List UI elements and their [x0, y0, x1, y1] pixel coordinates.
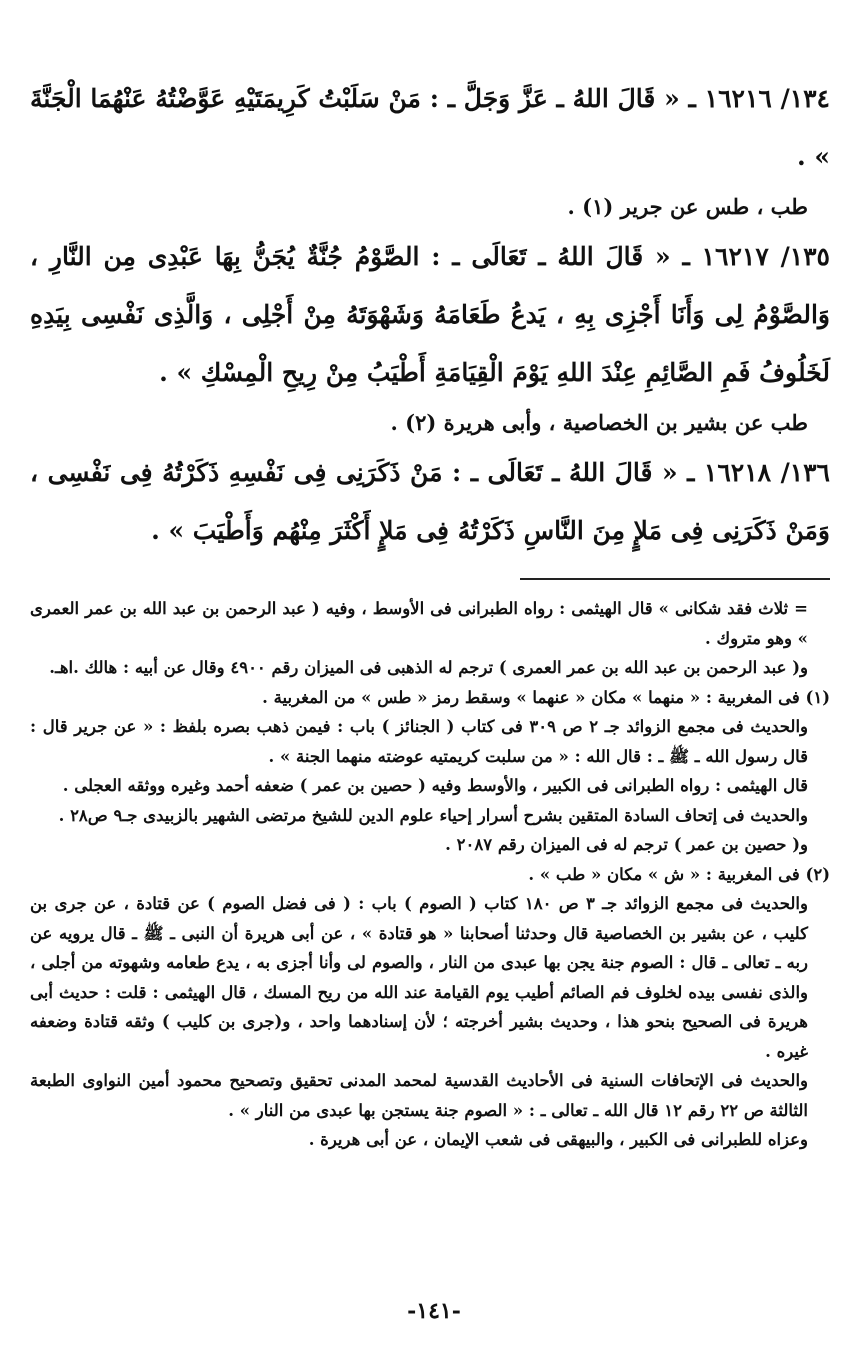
page-body — [30, 70, 830, 1155]
footnote-line: والحديث فى مجمع الزوائد جـ ٣ ص ١٨٠ كتاب ( الصوم ) باب : ( فى فضل الصوم ) عن قتادة ، عن جرى بن كليب ، عن بشير بن الخصاصية قال وحدثنا أصحابنا « هو قتادة » ، عن أبى هريرة أن النبى ـ ﷺ ـ قال يرويه عن ربه ـ تعالى ـ قال : الصوم جنة يجن بها عبدى من النار ، والصوم لى وأنا أجزى به ، يدع طعامه وشهوته من أجلى ، والذى نفسى بيده لخلوف فم الصائم أطيب يوم القيامة عند الله من ريح المسك ، قال الهيثمى : قلت : حديث أبى هريرة فى الصحيح بنحو هذا ، وحديث بشير أخرجته ؛ لأن إسنادهما واحد ، و(جرى بن كليب ) وثقه قتادة وضعفه غيره . — [30, 894, 808, 1061]
hadith-135: ١٣٥/ ١٦٢١٧ ـ « قَالَ اللهُ ـ تَعَالَى ـ : الصَّوْمُ جُنَّةٌ يُجَنُّ بِهَا عَبْدِى مِن النَّارِ ، وَالصَّوْمُ لِى وَأَنَا أَجْزِى بِهِ ، يَدعُ طَعَامَهُ وَشَهْوَتَهُ مِنْ أَجْلِى ، وَالَّذِى نَفْسِى بِيَدِهِ لَخَلُوفُ فَمِ الصَّائِمِ عِنْدَ اللهِ يَوْمَ الْقِيَامَةِ أَطْيَبُ مِنْ رِيحِ الْمِسْكِ » . — [30, 242, 830, 387]
footnote-line: وعزاه للطبرانى فى الكبير ، والبيهقى فى شعب الإيمان ، عن أبى هريرة . — [308, 1130, 808, 1149]
hadith-section — [30, 70, 830, 560]
footnote-2: (٢) فى المغربية : « ش » مكان « طب » . — [528, 864, 830, 884]
hadith-135-source: طب عن بشير بن الخصاصية ، وأبى هريرة (٢) . — [390, 410, 808, 435]
footnote-1: (١) فى المغربية : « منهما » مكان « عنهما » وسقط رمز « طس » من المغربية . — [262, 687, 830, 707]
footnotes — [30, 594, 830, 1155]
hadith-134-source: طب ، طس عن جرير (١) . — [567, 194, 808, 219]
hadith-136: ١٣٦/ ١٦٢١٨ ـ « قَالَ اللهُ ـ تَعَالَى ـ : مَنْ ذَكَرَنِى فِى نَفْسِهِ ذَكَرْتُهُ فِى نَفْسِى ، وَمَنْ ذَكَرَنِى فِى مَلإٍ مِنَ النَّاسِ ذَكَرْتُهُ فِى مَلإٍ أَكْثَرَ مِنْهُم وَأَطْيَبَ » . — [30, 458, 830, 545]
footnote-line: والحديث فى مجمع الزوائد جـ ٢ ص ٣٠٩ فى كتاب ( الجنائز ) باب : فيمن ذهب بصره بلفظ : « عن جرير قال : قال رسول الله ـ ﷺ ـ : قال الله : « من سلبت كريمتيه عوضته منهما الجنة » . — [30, 717, 808, 766]
footnote-line: و( حصين بن عمر ) ترجم له فى الميزان رقم ٢٠٨٧ . — [445, 835, 808, 854]
hadith-134: ١٣٤/ ١٦٢١٦ ـ « قَالَ اللهُ ـ عَزَّ وَجَلَّ ـ : مَنْ سَلَبْتُ كَرِيمَتَيْهِ عَوَّضْتُهُ عَنْهُمَا الْجَنَّةَ » . — [30, 84, 830, 171]
footnote-line: و( عبد الرحمن بن عبد الله بن عمر العمرى ) ترجم له الذهبى فى الميزان رقم ٤٩٠٠ وقال عن أبيه : هالك .اهـ. — [49, 658, 808, 677]
footnote-line: والحديث فى إتحاف السادة المتقين بشرح أسرار إحياء علوم الدين للشيخ مرتضى الشهير بالزبيدى جـ٩ ص٢٨ . — [58, 805, 808, 825]
footnote-line: والحديث فى الإتحافات السنية فى الأحاديث القدسية لمحمد المدنى تحقيق وتصحيح محمود أمين النواوى الطبعة الثالثة ص ٢٢ رقم ١٢ قال الله ـ تعالى ـ : « الصوم جنة يستجن بها عبدى من النار » . — [30, 1071, 808, 1120]
footnote-line: = ثلاث فقد شكانى » قال الهيثمى : رواه الطبرانى فى الأوسط ، وفيه ( عبد الرحمن بن عبد الله بن عمر العمرى » وهو متروك . — [30, 599, 808, 648]
footnote-line: قال الهيثمى : رواه الطبرانى فى الكبير ، والأوسط وفيه ( حصين بن عمر ) ضعفه أحمد وغيره ووثقه العجلى . — [62, 776, 808, 795]
page-number: -١٤١- — [407, 1298, 461, 1324]
footnote-divider — [520, 578, 830, 580]
